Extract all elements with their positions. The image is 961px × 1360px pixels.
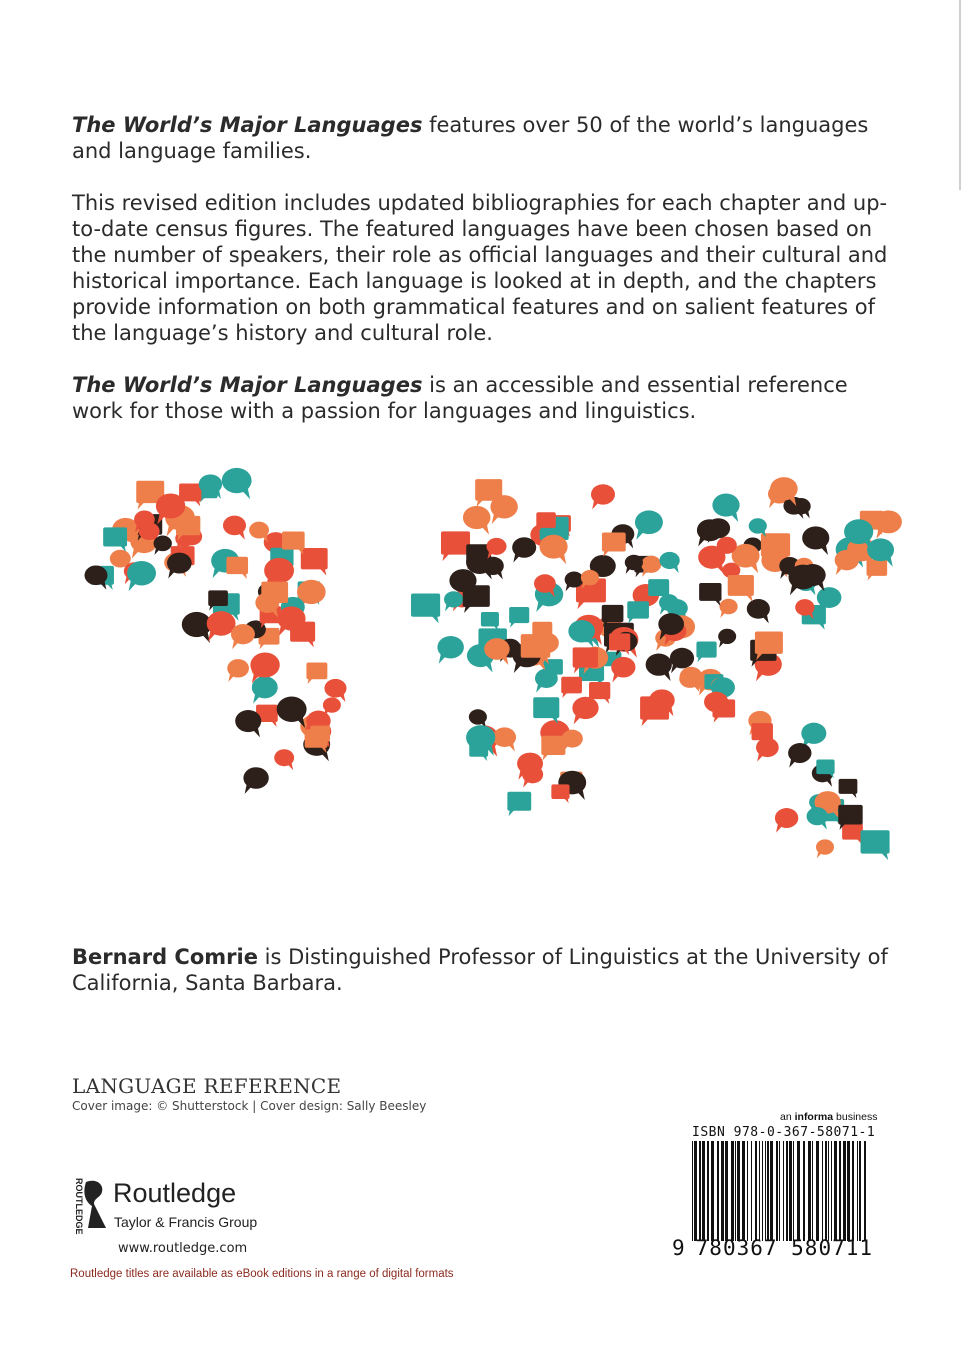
speech-bubble-icon <box>226 557 248 579</box>
speech-bubble-icon <box>541 736 565 761</box>
barcode-bar <box>793 1141 794 1241</box>
informa-tagline <box>780 1111 877 1123</box>
speech-bubble-icon <box>103 527 127 552</box>
barcode-bar <box>852 1141 854 1241</box>
barcode-bar <box>808 1141 811 1241</box>
informa-brand: informa <box>794 1111 834 1123</box>
speech-bubble-icon <box>507 792 531 816</box>
barcode-bar <box>864 1141 866 1241</box>
barcode-bar <box>779 1141 780 1241</box>
speech-bubble-icon <box>659 552 679 573</box>
barcode-bar <box>797 1141 800 1241</box>
speech-bubble-icon <box>509 607 529 628</box>
speech-bubble-icon <box>207 611 236 641</box>
speech-bubble-icon <box>699 583 721 606</box>
isbn-barcode <box>690 1141 870 1241</box>
barcode-bar <box>721 1141 724 1241</box>
speech-bubble-icon <box>231 624 255 649</box>
speech-bubble-icon <box>486 538 506 559</box>
speech-bubble-icon <box>712 494 739 523</box>
speech-bubble-icon <box>866 559 887 580</box>
speech-bubble-icon <box>775 808 798 833</box>
ean-lead-digit: 9 <box>672 1236 686 1260</box>
speech-bubble-icon <box>788 743 811 768</box>
speech-bubble-icon <box>611 657 635 682</box>
barcode-bar <box>717 1141 719 1241</box>
barcode-bar <box>699 1141 701 1241</box>
barcode-bar <box>843 1141 846 1241</box>
speech-bubble-icon <box>469 742 488 761</box>
barcode-bar <box>762 1141 763 1241</box>
barcode-bar <box>834 1141 837 1241</box>
barcode-bar <box>747 1141 748 1241</box>
speech-bubble-icon <box>646 653 672 681</box>
intro-text: features over 50 of the world’s languages and language families. <box>72 113 869 163</box>
speech-bubble-icon <box>222 468 252 499</box>
speech-bubble-icon <box>306 663 327 684</box>
barcode-bar <box>694 1141 697 1241</box>
speech-bubble-icon <box>277 697 307 728</box>
ean-number <box>672 1236 873 1260</box>
barcode-bar <box>831 1141 832 1241</box>
speech-bubble-icon <box>127 561 156 591</box>
speech-bubble-icon <box>463 506 490 535</box>
speech-bubble-icon <box>85 566 108 590</box>
barcode-bar <box>825 1141 827 1241</box>
barcode-bar <box>816 1141 819 1241</box>
speech-bubble-icon <box>718 629 736 648</box>
barcode-bar <box>731 1141 734 1241</box>
speech-bubble-icon <box>539 535 567 565</box>
speech-bubble-icon <box>227 659 249 682</box>
speech-bubble-icon <box>756 738 779 762</box>
informa-prefix: an <box>780 1111 795 1123</box>
speech-bubble-icon <box>437 636 463 664</box>
speech-bubble-icon <box>561 677 582 698</box>
barcode-bar <box>711 1141 714 1241</box>
intro-paragraph <box>72 112 892 164</box>
speech-bubble-icon <box>572 697 598 725</box>
spine-text: ROUTLEDGE <box>74 1178 84 1235</box>
ean-digits: 780367 580711 <box>695 1236 874 1260</box>
speech-bubble-icon <box>463 585 490 613</box>
author-name: Bernard Comrie <box>72 945 258 969</box>
barcode-bar <box>755 1141 757 1241</box>
barcode-bar <box>725 1141 728 1241</box>
speech-bubble-icon <box>816 839 834 858</box>
speech-bubble-icon <box>802 526 829 555</box>
barcode-bar <box>812 1141 813 1241</box>
book-title-italic-2: The World’s Major Languages <box>72 373 423 397</box>
barcode-bar <box>859 1141 861 1241</box>
barcode-bar <box>776 1141 778 1241</box>
barcode-bar <box>707 1141 709 1241</box>
barcode-bar <box>822 1141 823 1241</box>
speech-bubble-icon <box>235 710 261 737</box>
barcode-bar <box>767 1141 769 1241</box>
speech-bubble-icon <box>551 784 569 803</box>
speech-bubble-icon <box>274 749 294 770</box>
reference-text: is an accessible and essential reference work for those with a passion for languages and linguistics. <box>72 373 848 423</box>
speech-bubble-icon <box>696 642 716 663</box>
speech-bubble-icon <box>728 575 754 602</box>
speech-bubble-icon <box>167 553 192 579</box>
speech-bubble-icon <box>249 522 269 543</box>
barcode-bar <box>847 1141 850 1241</box>
speech-bubble-icon <box>301 548 328 576</box>
speech-bubble-icon <box>512 537 536 562</box>
speech-bubble-icon <box>243 767 268 794</box>
barcode-bar <box>702 1141 705 1241</box>
speech-bubble-icon <box>807 807 828 829</box>
speech-bubble-icon <box>635 510 663 539</box>
informa-suffix: business <box>833 1111 878 1123</box>
barcode-bar <box>828 1141 829 1241</box>
speech-bubble-icon <box>533 697 559 724</box>
speech-bubble-icon <box>719 599 737 618</box>
speech-bubble-icon <box>411 593 440 623</box>
barcode-bar <box>765 1141 766 1241</box>
barcode-bar <box>735 1141 736 1241</box>
barcode-bar <box>759 1141 760 1241</box>
speech-bubble-icon <box>842 823 863 844</box>
speech-bubble-icon <box>835 550 859 575</box>
speech-bubble-icon <box>627 601 649 623</box>
speech-bubble-icon <box>568 620 595 648</box>
speech-bubble-icon <box>481 612 499 630</box>
speech-bubble-icon <box>441 531 470 561</box>
author-bio <box>72 944 892 996</box>
speech-bubble-icon <box>482 557 504 580</box>
barcode-bar <box>803 1141 805 1241</box>
speech-bubble-icon <box>747 599 770 623</box>
book-title-italic: The World’s Major Languages <box>72 113 423 137</box>
speech-bubble-world-map <box>60 455 910 905</box>
publisher-url: www.routledge.com <box>118 1241 248 1256</box>
barcode-bar <box>737 1141 740 1241</box>
publisher-group: Taylor & Francis Group <box>114 1214 258 1230</box>
speech-bubble-icon <box>493 727 516 751</box>
ebook-note: Routledge titles are available as eBook editions in a range of digital formats <box>70 1268 454 1280</box>
speech-bubble-icon <box>839 779 858 798</box>
speech-bubble-icon <box>154 536 172 555</box>
speech-bubble-icon <box>182 612 212 643</box>
cover-credits: Cover image: © Shutterstock | Cover design: Sally Beesley <box>72 1099 427 1113</box>
isbn-label: ISBN 978-0-367-58071-1 <box>692 1125 876 1140</box>
barcode-bar <box>692 1141 693 1241</box>
barcode-bar <box>783 1141 784 1241</box>
reference-paragraph <box>72 372 892 424</box>
publisher-name: Routledge <box>113 1178 237 1208</box>
category-label: LANGUAGE REFERENCE <box>72 1074 342 1098</box>
speech-bubble-icon <box>223 516 246 540</box>
barcode-bar <box>839 1141 841 1241</box>
knight-icon <box>84 1181 106 1228</box>
barcode-bar <box>789 1141 792 1241</box>
speech-bubble-icon <box>591 484 615 509</box>
speech-bubble-icon <box>641 556 661 577</box>
speech-bubble-icon <box>602 532 626 556</box>
barcode-bar <box>770 1141 773 1241</box>
barcode-bar <box>751 1141 752 1241</box>
barcode-bar <box>742 1141 745 1241</box>
speech-bubble-icon <box>252 676 278 703</box>
barcode-bar <box>857 1141 858 1241</box>
barcode-bar <box>786 1141 788 1241</box>
author-bio-text: is Distinguished Professor of Linguistics at the University of California, Santa Barbara. <box>72 945 888 995</box>
speech-bubble-icon <box>698 546 725 575</box>
speech-bubble-icon <box>861 830 890 860</box>
revised-paragraph: This revised edition includes updated bibliographies for each chapter and up-to-date census figures. The featured languages have been chosen based on the number of speakers, their role as official languages and their cultural and historical importance. Each language is looked at in depth, and the chapters provide information on both grammatical features and on salient features of the language’s history and cultural role. <box>72 191 888 345</box>
speech-bubble-icon <box>749 518 767 537</box>
